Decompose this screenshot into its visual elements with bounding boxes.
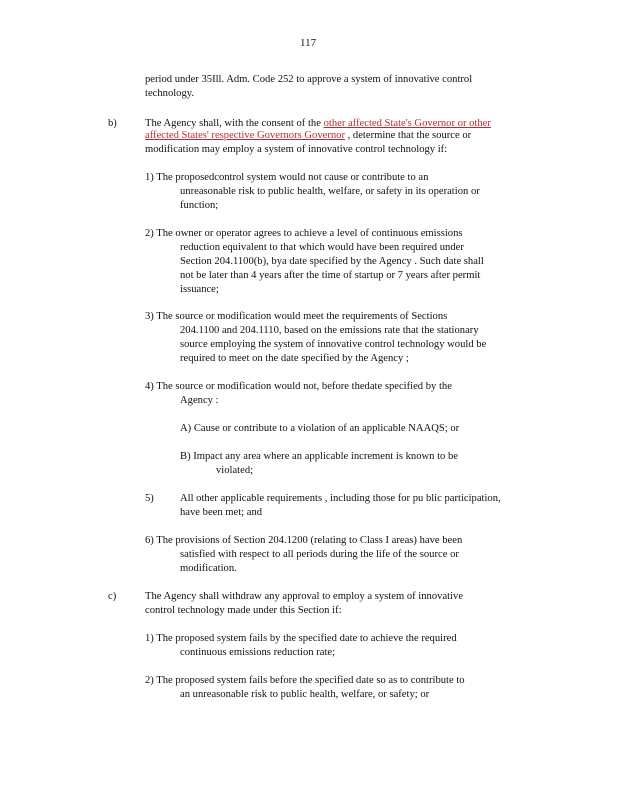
section-label-b: b) bbox=[108, 118, 117, 129]
c-item-1-line: 1) The proposed system fails by the specified date to achieve the required bbox=[145, 633, 457, 644]
item-6-line: satisfied with respect to all periods during the life of the source or bbox=[180, 549, 459, 560]
section-b-line bbox=[145, 129, 471, 143]
item-6-line: modification. bbox=[180, 563, 237, 574]
item-4-line: Agency : bbox=[180, 395, 219, 406]
page-number: 117 bbox=[300, 37, 317, 49]
intro-line: technology. bbox=[145, 88, 195, 99]
item-3-line: 3) The source or modification would meet the requirements of Sections bbox=[145, 311, 448, 322]
section-label-c: c) bbox=[108, 591, 117, 602]
item-3-line: required to meet on the date specified by the Agency ; bbox=[180, 353, 409, 364]
item-5-line: have been met; and bbox=[180, 507, 263, 518]
item-2-line: 2) The owner or operator agrees to achieve a level of continuous emissions bbox=[145, 228, 463, 239]
c-item-2-line: an unreasonable risk to public health, welfare, or safety; or bbox=[180, 689, 430, 700]
item-5-line: All other applicable requirements , including those for pu blic participation, bbox=[180, 493, 501, 504]
item-2-line: not be later than 4 years after the time of startup or 7 years after permit bbox=[180, 270, 481, 281]
inserted-text: affected States' respective Governors Governor bbox=[145, 130, 345, 141]
item-2-line: reduction equivalent to that which would have been required under bbox=[180, 242, 464, 253]
item-4b-line: B) Impact any area where an applicable increment is known to be bbox=[180, 451, 458, 462]
section-c-line: The Agency shall withdraw any approval to employ a system of innovative bbox=[145, 591, 464, 602]
intro-line: period under 35Ill. Adm. Code 252 to approve a system of innovative control bbox=[145, 74, 473, 85]
section-c-line: control technology made under this Section if: bbox=[145, 605, 342, 616]
item-1-line: 1) The proposedcontrol system would not cause or contribute to an bbox=[145, 172, 429, 183]
item-3-line: source employing the system of innovative control technology would be bbox=[180, 339, 487, 350]
section-b-text: , determine that the source or bbox=[344, 130, 472, 141]
item-2-line: issuance; bbox=[180, 284, 219, 295]
item-5-label: 5) bbox=[145, 493, 154, 504]
item-3-line: 204.1100 and 204.1110, based on the emissions rate that the stationary bbox=[180, 325, 479, 336]
item-6-line: 6) The provisions of Section 204.1200 (relating to Class I areas) have been bbox=[145, 535, 463, 546]
item-2-line: Section 204.1100(b), bya date specified by the Agency . Such date shall bbox=[180, 256, 484, 267]
c-item-1-line: continuous emissions reduction rate; bbox=[180, 647, 336, 658]
inserted-text: other affected State's Governor or other bbox=[323, 118, 491, 129]
section-b-text: The Agency shall, with the consent of the bbox=[145, 118, 324, 129]
item-4a-line: A) Cause or contribute to a violation of an applicable NAAQS; or bbox=[180, 423, 460, 434]
item-4-line: 4) The source or modification would not, before thedate specified by the bbox=[145, 381, 452, 392]
c-item-2-line: 2) The proposed system fails before the specified date so as to contribute to bbox=[145, 675, 465, 686]
item-4b-line: violated; bbox=[216, 465, 254, 476]
section-b-line: modification may employ a system of innovative control technology if: bbox=[145, 144, 448, 155]
item-1-line: unreasonable risk to public health, welfare, or safety in its operation or bbox=[180, 186, 480, 197]
item-1-line: function; bbox=[180, 200, 219, 211]
